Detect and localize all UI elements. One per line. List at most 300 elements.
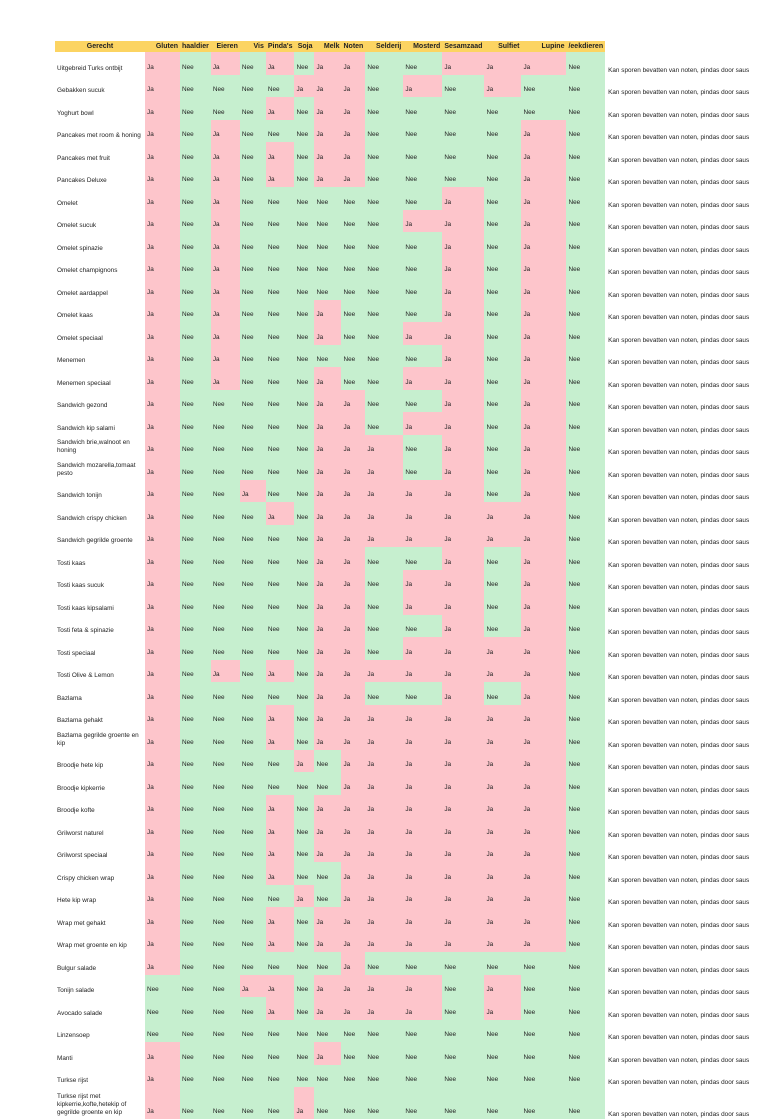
allergen-cell[interactable]: Nee [266,75,295,98]
allergen-cell[interactable]: Ja [442,435,484,458]
allergen-cell[interactable]: Ja [314,165,341,188]
allergen-cell[interactable]: Nee [566,120,605,143]
allergen-cell[interactable]: Nee [211,1042,240,1065]
allergen-cell[interactable]: Nee [180,1020,211,1043]
allergen-cell[interactable]: Ja [211,322,240,345]
allergen-cell[interactable]: Nee [521,1020,566,1043]
allergen-cell[interactable]: Ja [484,862,521,885]
allergen-cell[interactable]: Nee [211,817,240,840]
allergen-cell[interactable]: Nee [240,615,266,638]
allergen-cell[interactable]: Nee [484,165,521,188]
allergen-cell[interactable]: Nee [566,1020,605,1043]
allergen-cell[interactable]: Nee [180,1042,211,1065]
allergen-cell[interactable]: Ja [442,502,484,525]
note-cell[interactable]: Kan sporen bevatten van noten, pindas door saus [605,682,770,705]
allergen-cell[interactable]: Nee [403,547,442,570]
allergen-cell[interactable]: Nee [403,1020,442,1043]
dish-name-cell[interactable]: Grilworst speciaal [55,840,145,863]
note-cell[interactable]: Kan sporen bevatten van noten, pindas door saus [605,75,770,98]
allergen-cell[interactable]: Nee [180,705,211,728]
allergen-cell[interactable]: Nee [314,772,341,795]
allergen-cell[interactable]: Nee [266,390,295,413]
allergen-cell[interactable]: Ja [341,975,365,998]
allergen-cell[interactable]: Nee [365,322,403,345]
allergen-cell[interactable]: Nee [240,322,266,345]
note-cell[interactable]: Kan sporen bevatten van noten, pindas door saus [605,952,770,975]
allergen-cell[interactable]: Ja [521,772,566,795]
allergen-cell[interactable]: Ja [211,300,240,323]
allergen-cell[interactable]: Nee [403,615,442,638]
column-header[interactable]: /eekdieren [568,43,604,50]
allergen-cell[interactable]: Nee [211,840,240,863]
allergen-cell[interactable]: Ja [403,637,442,660]
note-cell[interactable]: Kan sporen bevatten van noten, pindas door saus [605,390,770,413]
allergen-cell[interactable]: Ja [403,75,442,98]
allergen-cell[interactable]: Ja [145,907,180,930]
allergen-cell[interactable]: Nee [403,390,442,413]
allergen-cell[interactable]: Nee [403,952,442,975]
allergen-cell[interactable]: Ja [341,97,365,120]
note-cell[interactable]: Kan sporen bevatten van noten, pindas door saus [605,727,770,750]
allergen-cell[interactable]: Ja [341,502,365,525]
allergen-cell[interactable]: Nee [294,322,314,345]
allergen-cell[interactable]: Ja [365,525,403,548]
allergen-cell[interactable]: Nee [442,165,484,188]
allergen-cell[interactable]: Ja [145,547,180,570]
allergen-cell[interactable]: Nee [484,547,521,570]
allergen-cell[interactable]: Ja [403,885,442,908]
allergen-cell[interactable]: Nee [294,142,314,165]
allergen-cell[interactable]: Nee [566,1042,605,1065]
allergen-cell[interactable]: Nee [180,412,211,435]
allergen-cell[interactable]: Ja [403,975,442,998]
allergen-cell[interactable]: Ja [521,300,566,323]
allergen-cell[interactable]: Nee [240,390,266,413]
allergen-cell[interactable]: Nee [266,345,295,368]
allergen-cell[interactable]: Ja [145,367,180,390]
allergen-cell[interactable]: Nee [294,660,314,683]
allergen-cell[interactable]: Nee [566,660,605,683]
column-header[interactable]: Eieren [211,41,240,52]
note-cell[interactable]: Kan sporen bevatten van noten, pindas door saus [605,165,770,188]
allergen-cell[interactable]: Nee [211,1020,240,1043]
allergen-cell[interactable]: Ja [341,840,365,863]
allergen-cell[interactable]: Ja [521,637,566,660]
allergen-cell[interactable]: Ja [211,210,240,233]
allergen-cell[interactable]: Ja [266,97,295,120]
allergen-cell[interactable]: Nee [180,390,211,413]
allergen-cell[interactable]: Nee [314,277,341,300]
allergen-cell[interactable]: Nee [266,120,295,143]
allergen-cell[interactable]: Ja [442,210,484,233]
allergen-cell[interactable]: Nee [365,97,403,120]
allergen-cell[interactable]: Ja [314,930,341,953]
note-cell[interactable]: Kan sporen bevatten van noten, pindas door saus [605,97,770,120]
note-cell[interactable]: Kan sporen bevatten van noten, pindas door saus [605,795,770,818]
dish-name-cell[interactable]: Hete kip wrap [55,885,145,908]
allergen-cell[interactable]: Nee [566,142,605,165]
allergen-cell[interactable]: Ja [442,705,484,728]
allergen-cell[interactable]: Nee [180,322,211,345]
note-cell[interactable]: Kan sporen bevatten van noten, pindas door saus [605,840,770,863]
allergen-cell[interactable]: Ja [314,367,341,390]
allergen-cell[interactable]: Nee [211,1087,240,1119]
dish-name-cell[interactable]: Pancakes Deluxe [55,165,145,188]
allergen-cell[interactable]: Nee [484,615,521,638]
allergen-cell[interactable]: Ja [442,255,484,278]
allergen-cell[interactable]: Ja [341,997,365,1020]
allergen-cell[interactable]: Ja [521,682,566,705]
dish-name-cell[interactable]: Bulgur salade [55,952,145,975]
allergen-cell[interactable]: Nee [180,547,211,570]
allergen-cell[interactable]: Nee [180,727,211,750]
allergen-cell[interactable]: Ja [145,165,180,188]
allergen-cell[interactable]: Nee [294,210,314,233]
allergen-cell[interactable]: Nee [211,682,240,705]
allergen-cell[interactable]: Nee [365,615,403,638]
allergen-cell[interactable]: Nee [403,187,442,210]
allergen-cell[interactable]: Ja [403,750,442,773]
allergen-cell[interactable]: Nee [180,345,211,368]
allergen-cell[interactable]: Nee [403,97,442,120]
allergen-cell[interactable]: Ja [365,930,403,953]
allergen-cell[interactable]: Ja [314,975,341,998]
allergen-cell[interactable]: Ja [314,817,341,840]
allergen-cell[interactable]: Nee [365,142,403,165]
allergen-cell[interactable]: Nee [365,345,403,368]
allergen-cell[interactable]: Nee [240,187,266,210]
allergen-cell[interactable]: Ja [145,615,180,638]
allergen-cell[interactable]: Ja [521,727,566,750]
allergen-cell[interactable]: Nee [341,187,365,210]
allergen-cell[interactable]: Nee [145,975,180,998]
note-cell[interactable]: Kan sporen bevatten van noten, pindas door saus [605,367,770,390]
allergen-cell[interactable]: Ja [145,862,180,885]
allergen-cell[interactable]: Nee [314,1087,341,1119]
allergen-cell[interactable]: Nee [566,322,605,345]
dish-name-cell[interactable]: Omelet sucuk [55,210,145,233]
allergen-cell[interactable]: Ja [145,840,180,863]
allergen-cell[interactable]: Nee [266,300,295,323]
allergen-cell[interactable]: Nee [180,840,211,863]
allergen-cell[interactable]: Nee [240,97,266,120]
allergen-cell[interactable]: Ja [521,367,566,390]
allergen-cell[interactable]: Nee [180,817,211,840]
allergen-cell[interactable]: Nee [566,367,605,390]
allergen-cell[interactable]: Nee [180,795,211,818]
allergen-cell[interactable]: Ja [365,750,403,773]
allergen-cell[interactable]: Nee [341,345,365,368]
allergen-cell[interactable]: Ja [365,975,403,998]
column-header[interactable]: Mosterd [403,41,442,52]
allergen-cell[interactable]: Nee [294,300,314,323]
allergen-cell[interactable]: Ja [521,547,566,570]
allergen-cell[interactable]: Nee [240,457,266,480]
allergen-cell[interactable]: Ja [484,795,521,818]
allergen-cell[interactable]: Ja [442,547,484,570]
allergen-cell[interactable]: Ja [341,637,365,660]
allergen-cell[interactable]: Nee [180,682,211,705]
allergen-cell[interactable]: Ja [521,817,566,840]
allergen-cell[interactable]: Ja [341,75,365,98]
allergen-cell[interactable]: Ja [442,52,484,75]
allergen-cell[interactable]: Nee [521,75,566,98]
allergen-cell[interactable]: Nee [484,682,521,705]
dish-name-cell[interactable]: Crispy chicken wrap [55,862,145,885]
allergen-cell[interactable]: Nee [180,637,211,660]
allergen-cell[interactable]: Nee [266,682,295,705]
allergen-cell[interactable]: Ja [266,502,295,525]
note-cell[interactable]: Kan sporen bevatten van noten, pindas door saus [605,457,770,480]
column-header[interactable]: Vis [240,41,266,52]
allergen-cell[interactable]: Nee [314,750,341,773]
allergen-cell[interactable]: Nee [566,345,605,368]
allergen-cell[interactable]: Nee [403,1065,442,1088]
allergen-cell[interactable]: Nee [294,457,314,480]
allergen-cell[interactable]: Ja [403,772,442,795]
allergen-cell[interactable]: Ja [341,592,365,615]
allergen-cell[interactable]: Nee [266,1020,295,1043]
dish-name-cell[interactable]: Tosti kaas sucuk [55,570,145,593]
note-cell[interactable]: Kan sporen bevatten van noten, pindas door saus [605,277,770,300]
allergen-cell[interactable]: Ja [145,930,180,953]
note-cell[interactable]: Kan sporen bevatten van noten, pindas door saus [605,975,770,998]
note-cell[interactable]: Kan sporen bevatten van noten, pindas door saus [605,862,770,885]
dish-name-cell[interactable]: Linzensoep [55,1020,145,1043]
allergen-cell[interactable]: Ja [341,457,365,480]
allergen-cell[interactable]: Nee [211,705,240,728]
allergen-cell[interactable]: Nee [211,502,240,525]
allergen-cell[interactable]: Ja [442,772,484,795]
note-cell[interactable]: Kan sporen bevatten van noten, pindas door saus [605,592,770,615]
dish-name-cell[interactable]: Tosti feta & spinazie [55,615,145,638]
allergen-cell[interactable]: Nee [266,210,295,233]
allergen-cell[interactable]: Ja [145,637,180,660]
dish-name-cell[interactable]: Sandwich crispy chicken [55,502,145,525]
allergen-cell[interactable]: Nee [566,750,605,773]
allergen-cell[interactable]: Ja [442,390,484,413]
allergen-cell[interactable]: Ja [341,952,365,975]
allergen-cell[interactable]: Nee [294,165,314,188]
allergen-cell[interactable]: Nee [294,52,314,75]
allergen-cell[interactable]: Nee [566,97,605,120]
allergen-cell[interactable]: Ja [145,232,180,255]
column-header[interactable]: Lupine [521,41,566,52]
allergen-cell[interactable]: Nee [314,232,341,255]
allergen-cell[interactable]: Nee [566,412,605,435]
allergen-cell[interactable]: Ja [442,367,484,390]
allergen-cell[interactable]: Nee [240,165,266,188]
allergen-cell[interactable]: Nee [365,570,403,593]
allergen-cell[interactable]: Nee [294,975,314,998]
allergen-cell[interactable]: Nee [341,1042,365,1065]
allergen-cell[interactable]: Nee [484,1087,521,1119]
allergen-cell[interactable]: Ja [442,300,484,323]
allergen-cell[interactable]: Nee [240,1042,266,1065]
allergen-cell[interactable]: Ja [145,345,180,368]
allergen-cell[interactable]: Nee [341,367,365,390]
allergen-cell[interactable]: Ja [521,345,566,368]
allergen-cell[interactable]: Ja [314,997,341,1020]
allergen-cell[interactable]: Ja [442,750,484,773]
allergen-cell[interactable]: Nee [294,187,314,210]
allergen-cell[interactable]: Ja [521,862,566,885]
allergen-cell[interactable]: Nee [484,952,521,975]
allergen-cell[interactable]: Ja [521,210,566,233]
allergen-cell[interactable]: Ja [145,727,180,750]
allergen-cell[interactable]: Nee [211,637,240,660]
dish-name-cell[interactable]: Omelet aardappel [55,277,145,300]
allergen-cell[interactable]: Nee [314,1020,341,1043]
allergen-cell[interactable]: Ja [145,1087,180,1119]
allergen-cell[interactable]: Ja [240,480,266,503]
allergen-cell[interactable]: Nee [484,120,521,143]
allergen-cell[interactable]: Nee [403,300,442,323]
column-header[interactable]: Pinda's [267,43,293,50]
note-cell[interactable]: Kan sporen bevatten van noten, pindas door saus [605,1087,770,1119]
note-cell[interactable]: Kan sporen bevatten van noten, pindas door saus [605,322,770,345]
allergen-cell[interactable]: Nee [180,1065,211,1088]
allergen-cell[interactable]: Ja [341,705,365,728]
column-header[interactable]: Gerecht [55,41,145,52]
allergen-cell[interactable]: Ja [145,592,180,615]
allergen-cell[interactable]: Nee [266,570,295,593]
allergen-cell[interactable]: Nee [521,1042,566,1065]
allergen-cell[interactable]: Ja [145,1065,180,1088]
allergen-cell[interactable]: Ja [403,592,442,615]
dish-name-cell[interactable]: Sandwich kip salami [55,412,145,435]
allergen-cell[interactable]: Nee [484,412,521,435]
allergen-cell[interactable]: Nee [266,952,295,975]
allergen-cell[interactable]: Ja [314,592,341,615]
allergen-cell[interactable]: Ja [341,390,365,413]
allergen-cell[interactable]: Nee [180,862,211,885]
allergen-cell[interactable]: Nee [294,1042,314,1065]
note-cell[interactable]: Kan sporen bevatten van noten, pindas door saus [605,52,770,75]
allergen-cell[interactable]: Ja [484,885,521,908]
allergen-cell[interactable]: Ja [314,907,341,930]
allergen-cell[interactable]: Ja [145,480,180,503]
allergen-cell[interactable]: Ja [211,187,240,210]
dish-name-cell[interactable]: Avocado salade [55,997,145,1020]
allergen-cell[interactable]: Ja [442,592,484,615]
column-header[interactable]: Gluten [145,41,180,52]
allergen-cell[interactable]: Nee [211,547,240,570]
note-cell[interactable]: Kan sporen bevatten van noten, pindas door saus [605,502,770,525]
note-cell[interactable]: Kan sporen bevatten van noten, pindas door saus [605,570,770,593]
allergen-cell[interactable]: Nee [211,570,240,593]
allergen-cell[interactable]: Ja [365,840,403,863]
dish-name-cell[interactable]: Wrap met gehakt [55,907,145,930]
allergen-cell[interactable]: Ja [314,840,341,863]
allergen-cell[interactable]: Ja [314,615,341,638]
dish-name-cell[interactable]: Bazlama gehakt [55,705,145,728]
note-cell[interactable]: Kan sporen bevatten van noten, pindas door saus [605,705,770,728]
allergen-cell[interactable]: Nee [314,210,341,233]
column-header[interactable]: Soja [294,41,314,52]
allergen-cell[interactable]: Nee [365,300,403,323]
allergen-cell[interactable]: Nee [365,255,403,278]
allergen-cell[interactable]: Nee [365,232,403,255]
allergen-cell[interactable]: Nee [180,142,211,165]
allergen-cell[interactable]: Ja [266,52,295,75]
allergen-cell[interactable]: Ja [403,997,442,1020]
allergen-cell[interactable]: Nee [180,907,211,930]
allergen-cell[interactable]: Ja [266,840,295,863]
allergen-cell[interactable]: Ja [266,165,295,188]
note-cell[interactable]: Kan sporen bevatten van noten, pindas door saus [605,750,770,773]
allergen-cell[interactable]: Ja [145,300,180,323]
allergen-cell[interactable]: Ja [365,997,403,1020]
allergen-cell[interactable]: Nee [240,412,266,435]
allergen-cell[interactable]: Ja [365,435,403,458]
allergen-cell[interactable]: Nee [484,300,521,323]
note-cell[interactable]: Kan sporen bevatten van noten, pindas door saus [605,232,770,255]
allergen-cell[interactable]: Nee [240,637,266,660]
allergen-cell[interactable]: Nee [566,52,605,75]
note-cell[interactable]: Kan sporen bevatten van noten, pindas door saus [605,1065,770,1088]
allergen-cell[interactable]: Ja [314,120,341,143]
allergen-cell[interactable]: Nee [403,255,442,278]
allergen-cell[interactable]: Nee [294,502,314,525]
allergen-cell[interactable]: Nee [180,930,211,953]
allergen-cell[interactable]: Nee [403,435,442,458]
allergen-cell[interactable]: Ja [365,705,403,728]
allergen-cell[interactable]: Nee [442,75,484,98]
allergen-cell[interactable]: Ja [341,727,365,750]
allergen-cell[interactable]: Nee [240,885,266,908]
allergen-cell[interactable]: Ja [314,457,341,480]
allergen-cell[interactable]: Nee [566,727,605,750]
allergen-cell[interactable]: Nee [294,277,314,300]
allergen-cell[interactable]: Ja [341,525,365,548]
allergen-cell[interactable]: Ja [403,930,442,953]
note-cell[interactable]: Kan sporen bevatten van noten, pindas door saus [605,525,770,548]
allergen-cell[interactable]: Nee [314,952,341,975]
allergen-cell[interactable]: Nee [180,457,211,480]
allergen-cell[interactable]: Ja [403,322,442,345]
allergen-cell[interactable]: Ja [442,277,484,300]
allergen-cell[interactable]: Nee [365,1020,403,1043]
allergen-cell[interactable]: Ja [365,885,403,908]
allergen-cell[interactable]: Nee [365,1087,403,1119]
allergen-cell[interactable]: Ja [266,660,295,683]
allergen-cell[interactable]: Ja [521,907,566,930]
allergen-cell[interactable]: Nee [294,615,314,638]
allergen-cell[interactable]: Ja [403,570,442,593]
note-cell[interactable]: Kan sporen bevatten van noten, pindas door saus [605,660,770,683]
allergen-cell[interactable]: Nee [566,570,605,593]
allergen-cell[interactable]: Ja [211,660,240,683]
allergen-cell[interactable]: Ja [314,300,341,323]
dish-name-cell[interactable]: Pancakes met room & honing [55,120,145,143]
allergen-cell[interactable]: Nee [365,75,403,98]
allergen-cell[interactable]: Ja [211,232,240,255]
allergen-cell[interactable]: Nee [365,52,403,75]
allergen-cell[interactable]: Nee [211,457,240,480]
allergen-cell[interactable]: Ja [211,277,240,300]
allergen-cell[interactable]: Ja [314,97,341,120]
allergen-cell[interactable]: Nee [566,682,605,705]
allergen-cell[interactable]: Nee [266,750,295,773]
allergen-cell[interactable]: Nee [566,907,605,930]
allergen-cell[interactable]: Nee [566,817,605,840]
allergen-cell[interactable]: Nee [294,97,314,120]
allergen-cell[interactable]: Nee [484,322,521,345]
allergen-cell[interactable]: Nee [211,727,240,750]
dish-name-cell[interactable]: Broodje hete kip [55,750,145,773]
allergen-cell[interactable]: Nee [294,412,314,435]
